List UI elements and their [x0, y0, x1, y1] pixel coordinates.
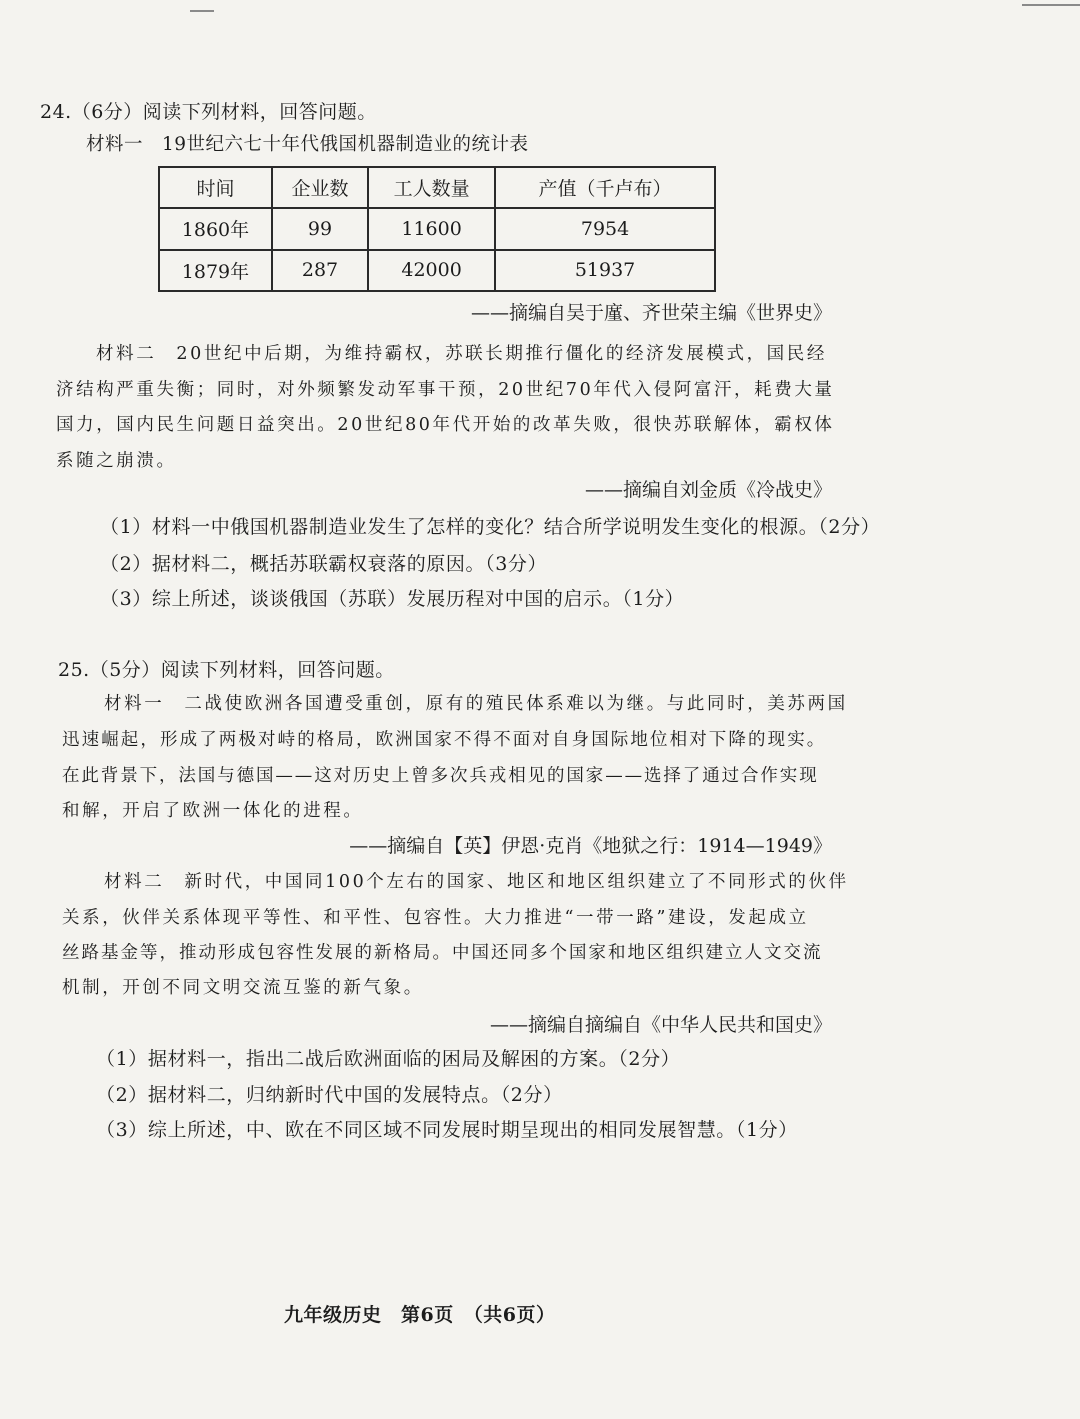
q24-question-3: （3）综上所述，谈谈俄国（苏联）发展历程对中国的启示。（1分）	[100, 588, 685, 610]
q24-material1-title: 材料一 19世纪六七十年代俄国机器制造业的统计表	[86, 134, 529, 155]
q25-question-2: （2）据材料二，归纳新时代中国的发展特点。（2分）	[96, 1084, 563, 1106]
q25-material2-line: 机制，开创不同文明交流互鉴的新气象。	[62, 978, 424, 998]
table-cell: 1879年	[159, 250, 272, 291]
table-cell: 1860年	[159, 208, 272, 249]
table-header-cell: 企业数	[272, 167, 368, 208]
q25-question-3: （3）综上所述，中、欧在不同区域不同发展时期呈现出的相同发展智慧。（1分）	[96, 1119, 798, 1141]
q25-material2-line: 材料二 新时代，中国同100个左右的国家、地区和地区组织建立了不同形式的伙伴	[104, 872, 849, 892]
q25-material1-line: 在此背景下，法国与德国——这对历史上曾多次兵戎相见的国家——选择了通过合作实现	[62, 766, 819, 786]
table-header-cell: 时间	[159, 167, 272, 208]
q25-material2-line: 关系，伙伴关系体现平等性、和平性、包容性。大力推进“一带一路”建设，发起成立	[62, 908, 809, 928]
q25-material1-line: 材料一 二战使欧洲各国遭受重创，原有的殖民体系难以为继。与此同时，美苏两国	[104, 694, 848, 714]
table-row	[159, 250, 715, 291]
table-header-cell: 产值（千卢布）	[495, 167, 715, 208]
q25-material1-source: ——摘编自【英】伊恩·克肖《地狱之行：1914—1949》	[349, 835, 832, 857]
q24-question-2: （2）据材料二，概括苏联霸权衰落的原因。（3分）	[100, 553, 548, 575]
q24-material2-source: ——摘编自刘金质《冷战史》	[584, 479, 832, 501]
page-footer: 九年级历史 第6页 （共6页）	[284, 1304, 556, 1326]
q25-material2-source: ——摘编自摘编自《中华人民共和国史》	[489, 1014, 832, 1036]
table-header-cell: 工人数量	[368, 167, 495, 208]
q24-material2-line: 材料二 20世纪中后期，为维持霸权，苏联长期推行僵化的经济发展模式，国民经	[96, 344, 827, 364]
q24-question-1: （1）材料一中俄国机器制造业发生了怎样的变化？结合所学说明发生变化的根源。（2分）	[100, 516, 881, 538]
scan-artifact	[190, 10, 214, 12]
q24-header: 24.（6分）阅读下列材料，回答问题。	[40, 101, 377, 123]
q25-material1-line: 迅速崛起，形成了两极对峙的格局，欧洲国家不得不面对自身国际地位相对下降的现实。	[62, 730, 827, 750]
table-cell: 51937	[495, 250, 715, 291]
table-row	[159, 208, 715, 249]
table-cell: 42000	[368, 250, 495, 291]
q24-material2-line: 国力，国内民生问题日益突出。20世纪80年代开始的改革失败，很快苏联解体，霸权体	[56, 415, 835, 435]
table-header-row	[159, 167, 715, 208]
q25-material2-line: 丝路基金等，推动形成包容性发展的新格局。中国还同多个国家和地区组织建立人文交流	[62, 943, 823, 963]
table-cell: 11600	[368, 208, 495, 249]
q24-material2-line: 系随之崩溃。	[56, 451, 177, 471]
q25-header: 25.（5分）阅读下列材料，回答问题。	[58, 659, 395, 681]
table-cell: 99	[272, 208, 368, 249]
table-cell: 287	[272, 250, 368, 291]
scan-artifact	[1022, 4, 1080, 6]
q24-material2-line: 济结构严重失衡；同时，对外频繁发动军事干预，20世纪70年代入侵阿富汗，耗费大量	[56, 380, 835, 400]
table-cell: 7954	[495, 208, 715, 249]
q25-question-1: （1）据材料一，指出二战后欧洲面临的困局及解困的方案。（2分）	[96, 1048, 681, 1070]
q24-material1-source: ——摘编自吴于廑、齐世荣主编《世界史》	[470, 302, 832, 324]
machine-industry-table	[158, 166, 716, 292]
q25-material1-line: 和解，开启了欧洲一体化的进程。	[62, 801, 364, 821]
